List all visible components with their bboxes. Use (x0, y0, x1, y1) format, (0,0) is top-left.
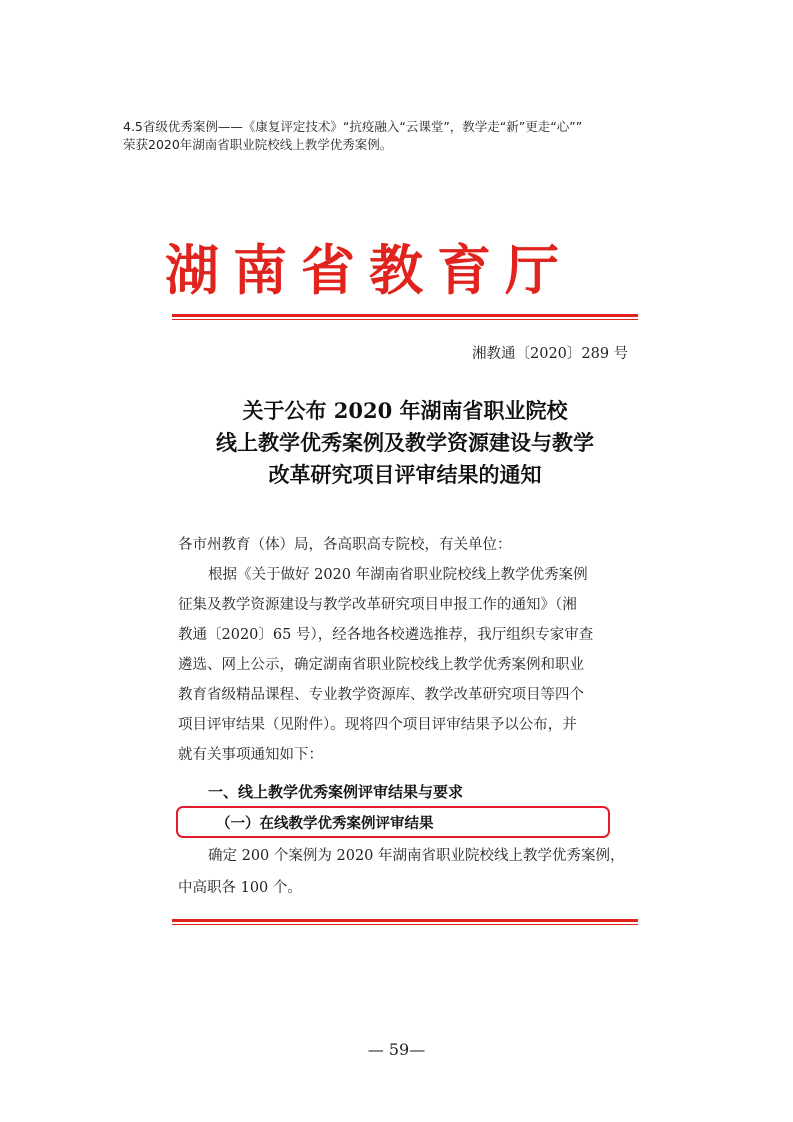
footer-red-rule-thin (172, 924, 638, 925)
body-line: 项目评审结果（见附件）。现将四个项目评审结果予以公布，并 (178, 717, 577, 733)
body-line: 征集及教学资源建设与教学改革研究项目申报工作的通知》（湘 (178, 597, 577, 613)
notice-title-line-1: 关于公布 2020 年湖南省职业院校 (242, 398, 568, 423)
page-number: — 59— (367, 1040, 426, 1059)
caption (123, 118, 703, 154)
caption-line-1: 4.5省级优秀案例——《康复评定技术》“抗疫融入“云课堂”，教学走“新”更走“心”” (123, 119, 583, 134)
body-line: 教通〔2020〕65 号），经各地各校遴选推荐，我厅组织专家审查 (178, 627, 594, 643)
body-line: 就有关事项通知如下： (178, 747, 323, 763)
body-line: 确定 200 个案例为 2020 年湖南省职业院校线上教学优秀案例， (208, 848, 625, 864)
notice-title-line-3: 改革研究项目评审结果的通知 (268, 462, 542, 487)
subsection-heading: （一）在线教学优秀案例评审结果 (216, 815, 434, 832)
notice-title (175, 395, 635, 491)
header-red-rule (172, 314, 638, 317)
document-number: 湘教通〔2020〕289 号 (472, 346, 629, 362)
notice-body (178, 530, 638, 770)
body-line: 中高职各 100 个。 (178, 880, 302, 896)
salutation: 各市州教育（体）局，各高职高专院校，有关单位： (178, 537, 512, 553)
body-line: 遴选、网上公示，确定湖南省职业院校线上教学优秀案例和职业 (178, 657, 584, 673)
footer-red-rule (172, 919, 638, 922)
notice-title-line-2: 线上教学优秀案例及教学资源建设与教学 (216, 430, 594, 455)
header-red-rule-thin (172, 319, 638, 320)
issuer-title: 湖南省教育厅 (165, 238, 573, 302)
body-line: 教育省级精品课程、专业教学资源库、教学改革研究项目等四个 (178, 687, 584, 703)
caption-line-2: 荣获2020年湖南省职业院校线上教学优秀案例。 (123, 137, 393, 152)
section-body (178, 840, 638, 904)
body-line: 根据《关于做好 2020 年湖南省职业院校线上教学优秀案例 (208, 567, 588, 583)
section-heading: 一、线上教学优秀案例评审结果与要求 (208, 783, 464, 801)
